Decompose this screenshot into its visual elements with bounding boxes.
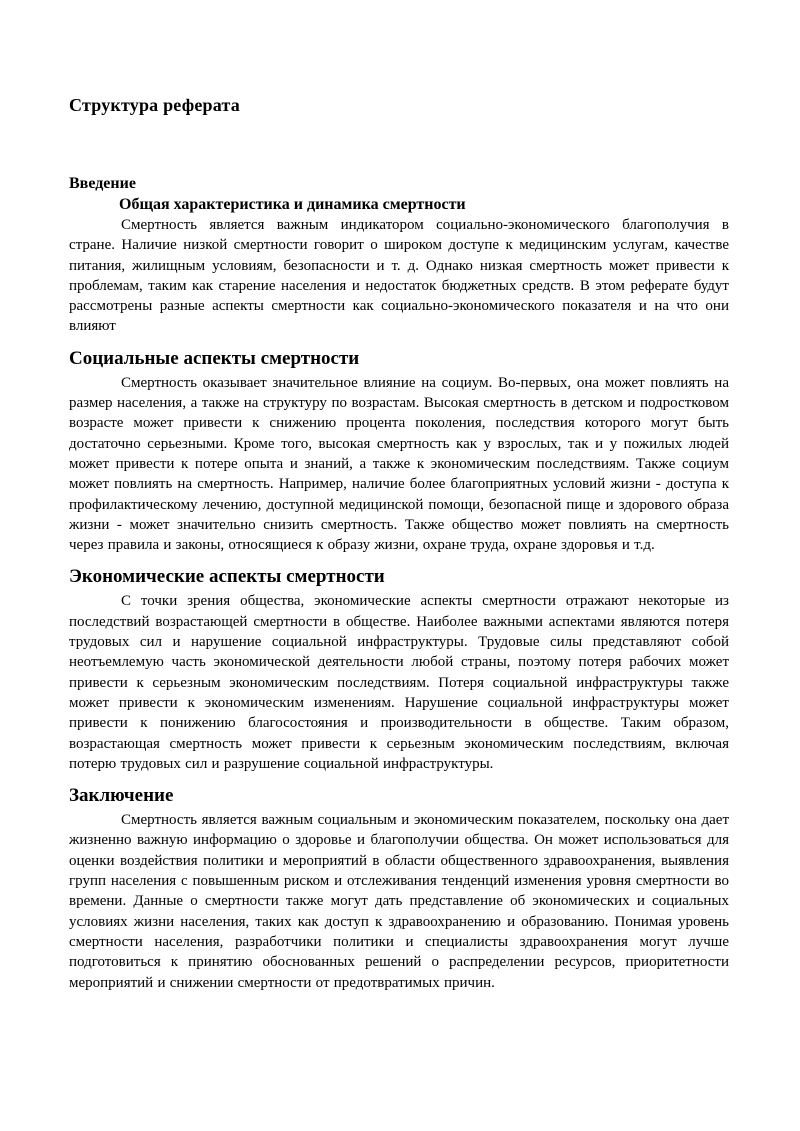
paragraph-introduction: Смертность является важным индикатором социально-экономического благополучия в стране. Наличие низкой смертности говорит о широком доступе к медицинским услугам, качестве питания, жилищным условиям, безопасности и т. д. Однако низкая смертность может привести к проблемам, таким как старение населения и недостаток бюджетных средств. В этом реферате будут рассмотрены разные аспекты смертности как социально-экономического показателя и на что они влияют — [69, 217, 729, 335]
section-introduction — [69, 173, 729, 337]
heading-social-aspects: Социальные аспекты смертности — [69, 347, 360, 369]
heading-economic-aspects: Экономические аспекты смертности — [69, 566, 385, 588]
section-social-aspects — [69, 347, 729, 556]
paragraph-conclusion: Смертность является важным социальным и экономическим показателем, поскольку она дает жизненно важную информацию о здоровье и благополучии общества. Он может использоваться для оценки воздействия политики и мероприятий в области общественного здравоохранения, выявления групп населения с повышенным риском и отслеживания тенденций изменения уровня смертности во времени. Данные о смертности также могут дать представление об экономических и социальных условиях жизни населения, таких как доступ к здравоохранению и образованию. Понимая уровень смертности населения, разработчики политики и специалисты здравоохранения могут лучше подготовиться к принятию обоснованных решений о распределении ресурсов, приоритетности мероприятий и снижении смертности от предотвратимых причин. — [69, 812, 729, 991]
heading-introduction: Введение — [69, 175, 136, 192]
section-economic-aspects — [69, 565, 729, 774]
document-title: Структура реферата — [69, 95, 240, 115]
section-conclusion — [69, 784, 729, 993]
heading-conclusion: Заключение — [69, 785, 174, 807]
paragraph-social-aspects: Смертность оказывает значительное влияние на социум. Во-первых, она может повлиять на размер населения, а также на структуру по возрастам. Высокая смертность в детском и подростковом возрасте может привести к снижению процента поколения, последствия которого могут быть достаточно серьезными. Кроме того, высокая смертность как у взрослых, так и у пожилых людей может привести к потере опыта и знаний, а также к экономическим последствиям. Также социум может повлиять на смертность. Например, наличие более благоприятных условий жизни - доступа к профилактическому лечению, доступной медицинской помощи, безопасной пище и здорового образа жизни - может значительно снизить смертность. Также общество может повлиять на смертность через правила и законы, относящиеся к образу жизни, охране труда, охране здоровья и т.д. — [69, 374, 729, 554]
paragraph-economic-aspects: С точки зрения общества, экономические аспекты смертности отражают некоторые из последствий возрастающей смертности в обществе. Наиболее важными аспектами являются потеря трудовых сил и нарушение социальной инфраструктуры. Трудовые силы представляют собой неотъемлемую часть экономической деятельности любой страны, поэтому потеря рабочих может привести к серьезным экономическим последствиям. Потеря социальной инфраструктуры также может привести к экономическим изменениям. Нарушение социальной инфраструктуры может привести к понижению благосостояния и производительности в обществе. Таким образом, возрастающая смертность может привести к серьезным экономическим последствиям, включая потерю трудовых сил и разрушение социальной инфраструктуры. — [69, 593, 729, 772]
subheading-general-characteristics: Общая характеристика и динамика смертности — [119, 196, 466, 213]
